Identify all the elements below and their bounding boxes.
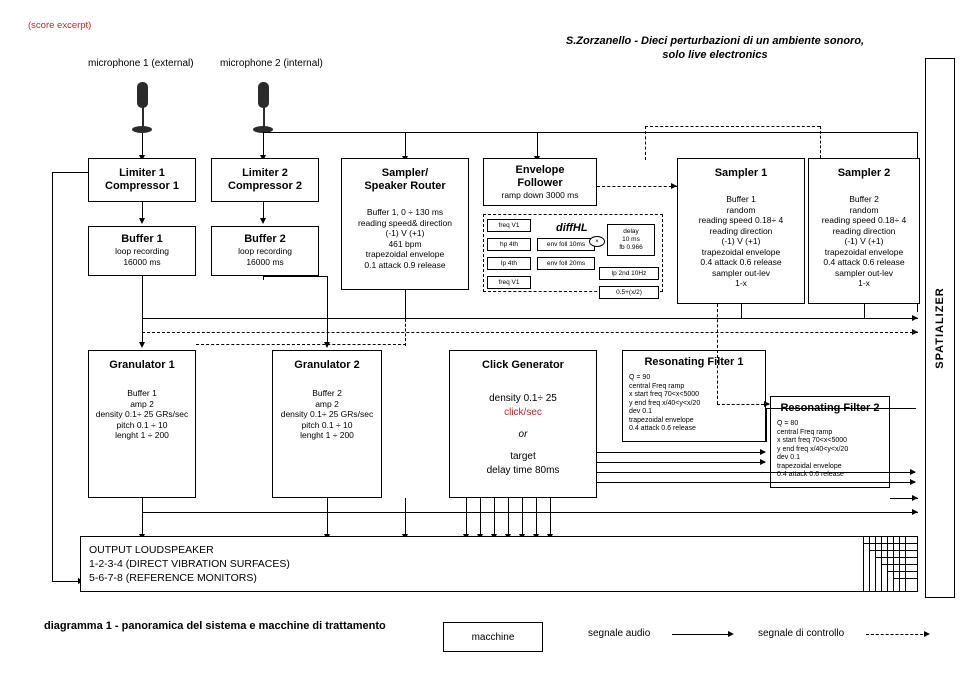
spatializer-box[interactable]: [925, 58, 955, 598]
sampler-1-box[interactable]: [677, 158, 805, 304]
diffhl-delay-fb: fb 0.966: [619, 244, 643, 251]
resonating-filter-1-title: Resonating Filter 1: [644, 356, 744, 368]
diffhl-label: diffHL: [556, 222, 588, 234]
diffhl-scale-formula[interactable]: 0.5+(x/2): [599, 286, 659, 299]
sampler-1-line-5: (-1) V (+1): [721, 236, 761, 246]
resonating-filter-1-line-4: y end freq x/40<y<x/20: [629, 399, 701, 407]
sampler-router-line-3: (-1) V (+1): [385, 228, 425, 238]
granulator-1-title: Granulator 1: [109, 359, 175, 371]
limiter-2-title-1: Limiter 2: [242, 167, 288, 179]
credit-line-1: S.Zorzanello - Dieci perturbazioni di un ambiente sonoro,: [565, 35, 865, 47]
sampler-1-line-6: trapezoidal envelope: [701, 246, 781, 257]
credit-line-2: solo live electronics: [662, 49, 768, 61]
resonating-filter-2-line-2: central Freq ramp: [777, 428, 833, 436]
microphone-2-label: microphone 2 (internal): [220, 58, 323, 69]
resonating-filter-2-box[interactable]: [770, 396, 890, 488]
granulator-1-line-1: Buffer 1: [127, 388, 157, 398]
limiter-1-box[interactable]: [88, 158, 196, 202]
sampler-2-line-4: reading direction: [832, 225, 896, 236]
granulator-1-line-3: density 0.1÷ 25 GRs/sec: [95, 409, 189, 419]
sampler-2-line-6: trapezoidal envelope: [824, 246, 904, 257]
resonating-filter-1-box[interactable]: [622, 350, 766, 442]
resonating-filter-2-line-6: trapezoidal envelope: [777, 462, 842, 470]
buffer-1-box[interactable]: [88, 226, 196, 276]
sampler-1-title: Sampler 1: [714, 167, 768, 179]
resonating-filter-2-line-7: 0.4 attack 0.6 release: [777, 471, 844, 478]
granulator-2-line-3: density 0.1÷ 25 GRs/sec: [280, 409, 374, 419]
buffer-2-line-1: loop recording: [238, 246, 292, 256]
granulator-1-line-5: lenght 1 ÷ 200: [115, 430, 169, 440]
sampler-1-line-7: 0.4 attack 0.6 release: [700, 257, 782, 267]
sampler-router-title-2: Speaker Router: [364, 180, 446, 192]
diagram-caption: diagramma 1 - panoramica del sistema e macchine di trattamento: [44, 620, 386, 632]
granulator-2-line-4: pitch 0.1 ÷ 10: [301, 419, 353, 430]
granulator-2-line-5: lenght 1 ÷ 200: [300, 430, 354, 440]
microphone-1-label: microphone 1 (external): [88, 58, 194, 69]
sampler-2-line-9: 1-x: [858, 278, 870, 288]
buffer-1-line-1: loop recording: [115, 246, 169, 256]
diffhl-freq-v1-top[interactable]: freq V1: [487, 219, 531, 232]
sampler-speaker-router-box[interactable]: [341, 158, 469, 290]
click-generator-or: or: [518, 429, 528, 440]
diffhl-env-foll-10ms[interactable]: env foll 10ms: [537, 238, 595, 251]
granulator-1-line-2: amp 2: [130, 398, 154, 409]
legend-control-label: segnale di controllo: [758, 628, 845, 639]
resonating-filter-2-title: Resonating Filter 2: [780, 402, 880, 414]
sampler-1-line-4: reading direction: [709, 225, 773, 236]
buffer-1-title: Buffer 1: [121, 233, 163, 245]
sampler-router-line-2: reading speed& direction: [357, 217, 453, 228]
diffhl-delay-box[interactable]: [607, 224, 655, 256]
resonating-filter-1-line-1: Q = 90: [629, 374, 651, 381]
diffhl-lp-2nd-10hz[interactable]: lp 2nd 10Hz: [599, 267, 659, 280]
sampler-1-line-9: 1-x: [735, 278, 747, 288]
resonating-filter-1-line-6: trapezoidal envelope: [629, 416, 694, 424]
sampler-1-line-3: reading speed 0.18÷ 4: [698, 215, 784, 225]
envelope-follower-body: ramp down 3000 ms: [501, 190, 579, 200]
buffer-1-line-2: 16000 ms: [123, 256, 161, 267]
sampler-router-title-1: Sampler/: [381, 167, 429, 179]
legend-audio-label: segnale audio: [588, 628, 651, 639]
sampler-router-line-6: 0.1 attack 0.9 release: [364, 259, 446, 270]
resonating-filter-1-line-2: central Freq ramp: [629, 382, 685, 390]
buffer-2-line-2: 16000 ms: [246, 256, 284, 267]
legend-machine-box: macchine: [443, 622, 543, 652]
sampler-2-title: Sampler 2: [837, 167, 891, 179]
output-line-1: OUTPUT LOUDSPEAKER: [89, 544, 214, 556]
diffhl-freq-v1-bottom[interactable]: freq V1: [487, 276, 531, 289]
sampler-router-line-5: trapezoidal envelope: [365, 249, 445, 259]
output-loudspeaker-box[interactable]: [80, 536, 918, 592]
click-generator-box[interactable]: [449, 350, 597, 498]
sampler-router-line-4: 461 bpm: [388, 238, 422, 249]
granulator-2-line-1: Buffer 2: [312, 388, 342, 398]
sampler-2-box[interactable]: [808, 158, 920, 304]
envelope-follower-title-1: Envelope: [515, 164, 565, 176]
sampler-2-line-8: sampler out-lev: [834, 267, 894, 278]
granulator-1-line-4: pitch 0.1 ÷ 10: [116, 419, 168, 430]
diffhl-hp-4th[interactable]: hp 4th: [487, 238, 531, 251]
click-generator-title: Click Generator: [482, 359, 564, 371]
click-generator-rate: click/sec: [504, 407, 542, 418]
limiter-1-title-2: Compressor 1: [105, 180, 179, 192]
buffer-2-box[interactable]: [211, 226, 319, 276]
resonating-filter-2-line-5: dev 0.1: [777, 454, 800, 461]
sampler-router-line-1: Buffer 1, 0 ÷ 130 ms: [366, 207, 444, 217]
click-generator-delay: delay time 80ms: [486, 465, 560, 476]
limiter-2-title-2: Compressor 2: [228, 180, 302, 192]
resonating-filter-2-line-1: Q = 80: [777, 420, 799, 427]
diffhl-lp-4th[interactable]: lp 4th: [487, 257, 531, 270]
sampler-2-line-7: 0.4 attack 0.6 release: [823, 257, 905, 267]
output-line-3: 5-6-7-8 (REFERENCE MONITORS): [89, 572, 257, 584]
resonating-filter-1-line-5: dev 0.1: [629, 408, 652, 415]
sampler-2-line-2: random: [849, 204, 879, 215]
sampler-1-line-1: Buffer 1: [726, 194, 756, 204]
diffhl-delay-line: delay: [623, 228, 639, 235]
sampler-1-line-8: sampler out-lev: [711, 267, 771, 278]
sampler-1-line-2: random: [726, 204, 756, 215]
score-excerpt-label: (score excerpt): [28, 20, 92, 31]
resonating-filter-2-line-3: x start freq 70<x<5000: [777, 437, 848, 444]
click-generator-density: density 0.1÷ 25: [489, 393, 557, 404]
resonating-filter-1-line-3: x start freq 70<x<5000: [629, 391, 700, 398]
resonating-filter-2-line-4: y end freq x/40<y<x/20: [777, 445, 849, 453]
granulator-2-line-2: amp 2: [315, 398, 339, 409]
resonating-filter-1-line-7: 0.4 attack 0.6 release: [629, 425, 696, 432]
buffer-2-title: Buffer 2: [244, 233, 286, 245]
diffhl-multiply-icon: ×: [589, 236, 605, 247]
diffhl-delay-ms: 10 ms: [622, 236, 640, 243]
spatializer-label: SPATIALIZER: [934, 287, 946, 369]
click-generator-target: target: [510, 451, 536, 462]
output-line-2: 1-2-3-4 (DIRECT VIBRATION SURFACES): [89, 558, 290, 570]
diffhl-env-foll-20ms[interactable]: env foll 20ms: [537, 257, 595, 270]
granulator-1-box[interactable]: [88, 350, 196, 498]
sampler-2-line-1: Buffer 2: [849, 194, 879, 204]
sampler-2-line-5: (-1) V (+1): [844, 236, 884, 246]
limiter-1-title-1: Limiter 1: [119, 167, 165, 179]
granulator-2-box[interactable]: [272, 350, 382, 498]
sampler-2-line-3: reading speed 0.18÷ 4: [821, 215, 907, 225]
granulator-2-title: Granulator 2: [294, 359, 360, 371]
limiter-2-box[interactable]: [211, 158, 319, 202]
envelope-follower-title-2: Follower: [517, 177, 563, 189]
envelope-follower-box[interactable]: [483, 158, 597, 206]
